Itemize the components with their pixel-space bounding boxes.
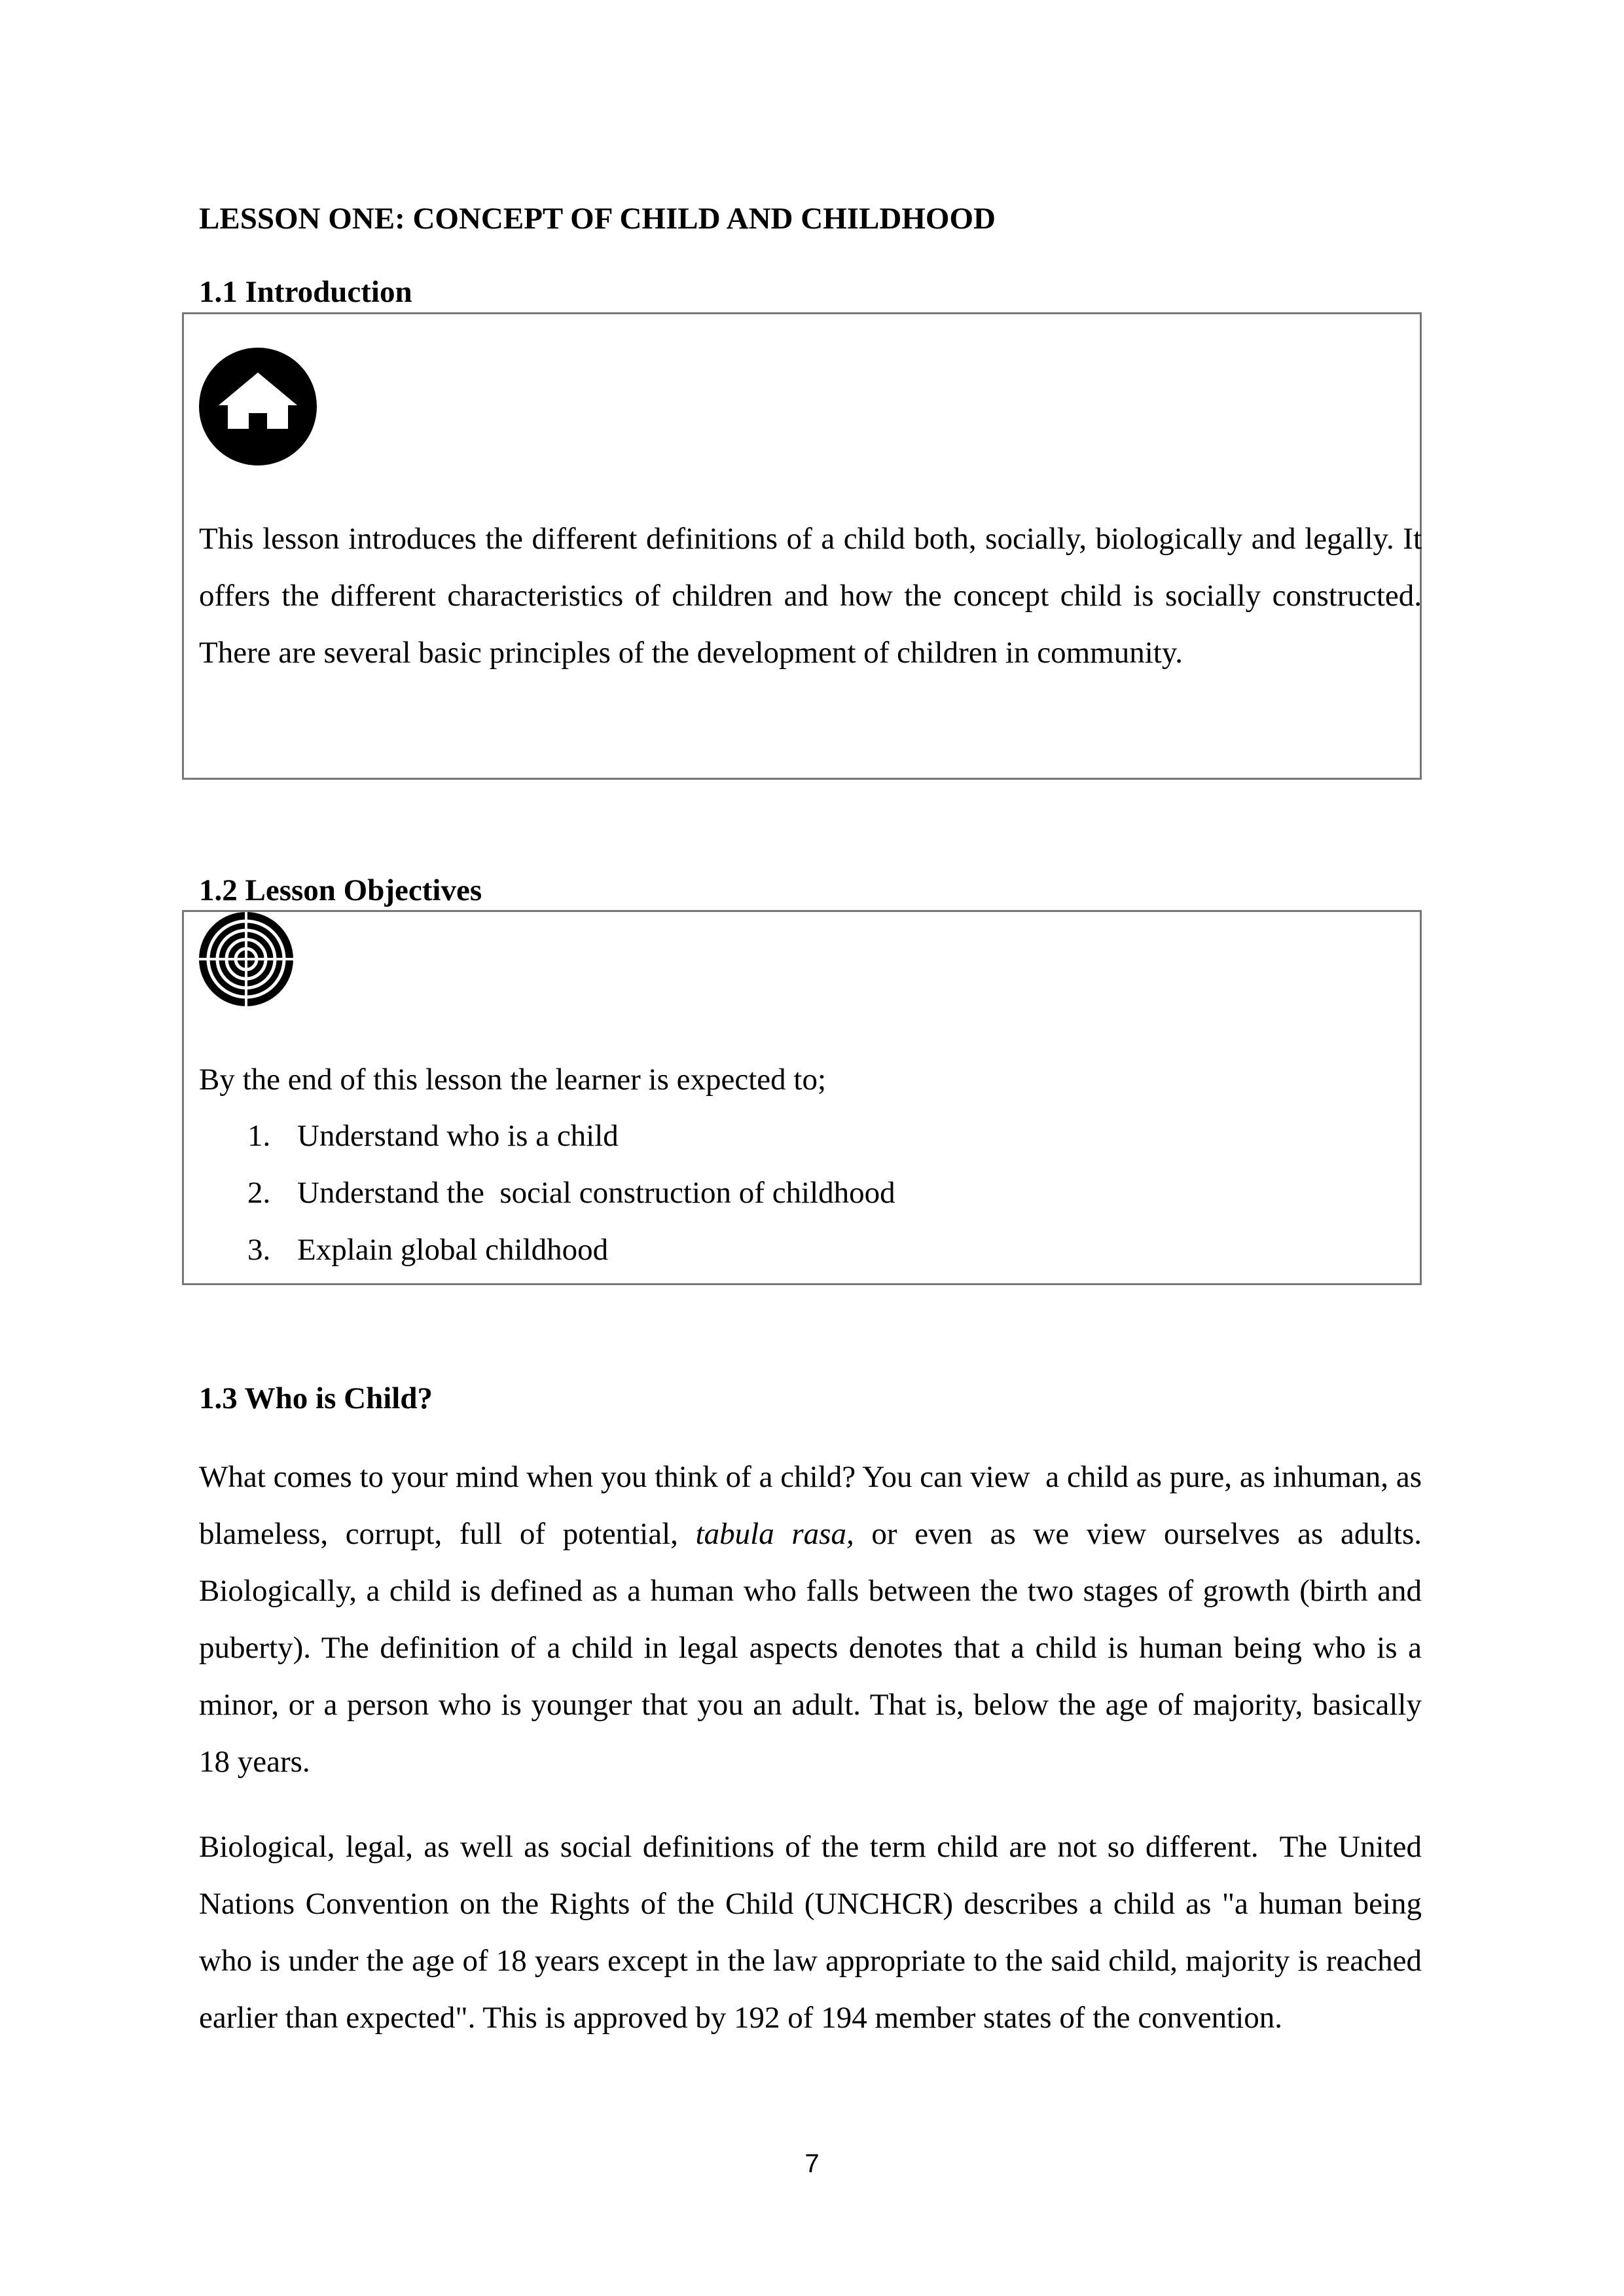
- list-item-text: Understand who is a child: [297, 1119, 619, 1153]
- list-item-text: Understand the social construction of childhood: [297, 1176, 895, 1210]
- who-is-child-heading: 1.3 Who is Child?: [199, 1381, 433, 1415]
- paragraph-text: or even as we view ourselves as adults. Biologically, a child is defined as a human who falls between the two stages of growth (birth and puberty). The definition of a child in legal aspects denotes that a child is human being who is a minor, or a person who is younger that you an adult. That is, below the age of majority, basically 18 years.: [199, 1517, 1430, 1779]
- lesson-title: LESSON ONE: CONCEPT OF CHILD AND CHILDHOOD: [199, 202, 996, 236]
- list-item-text: Explain global childhood: [297, 1233, 609, 1267]
- list-item-number: 2.: [247, 1176, 271, 1210]
- objectives-lead: By the end of this lesson the learner is expected to;: [199, 1063, 827, 1097]
- objectives-box: [182, 910, 1422, 1285]
- tabula-rasa-italic: tabula rasa,: [695, 1517, 854, 1551]
- who-is-child-paragraph-2: Biological, legal, as well as social definitions of the term child are not so different. The United Nations Convention on the Rights of the Child (UNCHCR) describes a child as "a human being who is under the age of 18 years except in the law appropriate to the said child, majority is reached earlier than expected". This is approved by 192 of 194 member states of the convention.: [199, 1830, 1430, 2035]
- who-is-child-paragraph-1: [199, 1449, 1430, 1791]
- paragraph-text: What comes to your mind when you think of a child? You can view a child as pure, as inhuman, as blameless, corrupt, full of potential,: [199, 1460, 1430, 1551]
- page-number: 7: [804, 2149, 820, 2178]
- introduction-text: This lesson introduces the different definitions of a child both, socially, biologically and legally. It offers the different characteristics of children and how the concept child is socially constructed. There are several basic principles of the development of children in community.: [199, 522, 1422, 670]
- introduction-heading: 1.1 Introduction: [199, 275, 412, 309]
- objectives-heading: 1.2 Lesson Objectives: [199, 873, 482, 907]
- list-item-number: 3.: [247, 1233, 271, 1267]
- list-item-number: 1.: [247, 1119, 271, 1153]
- target-icon: [199, 912, 293, 1006]
- home-icon: [199, 348, 317, 465]
